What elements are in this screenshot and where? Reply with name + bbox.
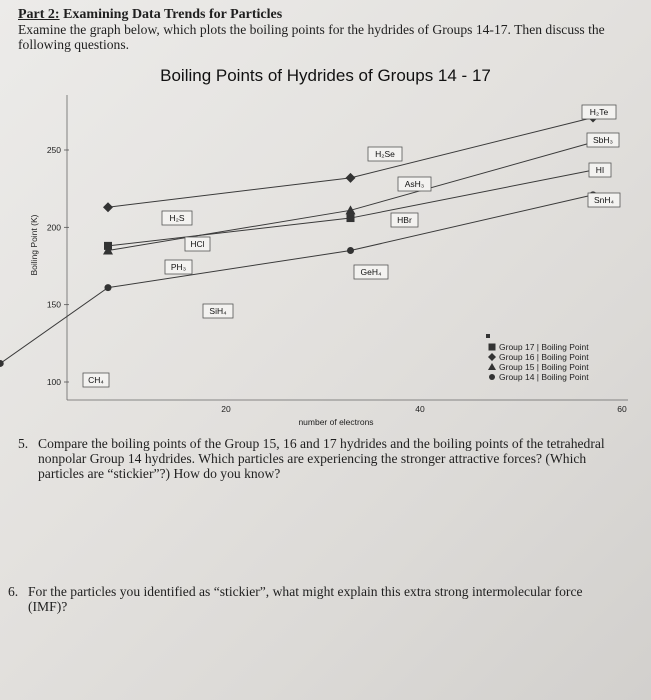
question-text: nonpolar Group 14 hydrides. Which particles are experiencing the stronger attractive forces? (Which <box>38 451 587 466</box>
legend-label: Group 17 | Boiling Point <box>499 342 589 352</box>
data-point-square <box>347 214 355 222</box>
part-label: Part 2: <box>18 7 60 22</box>
point-label: H₂Te <box>589 107 609 117</box>
series-line <box>0 195 593 364</box>
question-6 <box>8 584 628 614</box>
y-tick-label: 150 <box>46 299 61 310</box>
point-label: AsH₃ <box>404 179 425 189</box>
question-text: For the particles you identified as “stickier”, what might explain this extra strong intermolecular force <box>28 584 583 599</box>
legend-label: Group 15 | Boiling Point <box>499 362 589 372</box>
intro-text: Examine the graph below, which plots the boiling points for the hydrides of Groups 14-17. Then discuss the following questions. <box>18 22 605 52</box>
y-axis-title: Boiling Point (K) <box>29 214 39 276</box>
question-text: Compare the boiling points of the Group 15, 16 and 17 hydrides and the boiling points of the tetrahedral <box>38 436 605 451</box>
y-tick-label: 100 <box>46 377 61 387</box>
question-text: particles are “stickier”?) How do you know? <box>38 466 281 481</box>
point-label: HCl <box>190 239 205 249</box>
legend-marker <box>489 344 496 351</box>
series-line <box>108 142 593 250</box>
data-point-circle <box>105 284 112 291</box>
point-label: H₂S <box>169 213 185 223</box>
point-label: SiH₄ <box>209 306 227 316</box>
point-label: SbH₃ <box>593 135 613 145</box>
point-label: CH₄ <box>88 375 104 385</box>
point-label: HI <box>595 165 605 175</box>
point-label: GeH₄ <box>360 267 382 277</box>
point-label: HBr <box>397 215 412 225</box>
x-tick-label: 20 <box>221 404 231 414</box>
x-axis-title: number of electrons <box>298 417 374 427</box>
legend-label: Group 16 | Boiling Point <box>499 352 589 362</box>
y-tick-label: 250 <box>46 145 61 155</box>
legend-label: Group 14 | Boiling Point <box>499 372 589 382</box>
x-tick-label: 40 <box>415 404 425 414</box>
data-point-diamond <box>103 202 113 212</box>
question-text: (IMF)? <box>28 599 68 614</box>
part-title: Examining Data Trends for Particles <box>63 7 283 22</box>
y-tick-label: 200 <box>46 222 61 233</box>
x-tick-label: 60 <box>617 404 627 414</box>
legend-marker <box>488 353 496 361</box>
data-point-diamond <box>346 173 356 183</box>
point-label: PH₃ <box>170 262 187 272</box>
question-number: 6. <box>8 584 19 599</box>
chart-title: Boiling Points of Hydrides of Groups 14 - 17 <box>160 66 491 85</box>
legend-corner <box>486 334 490 338</box>
point-label: SnH₄ <box>593 195 615 205</box>
data-point-circle <box>347 247 354 254</box>
point-label: H₂Se <box>375 149 395 159</box>
legend-marker <box>489 374 495 380</box>
question-5 <box>18 436 628 481</box>
legend-marker <box>488 363 496 370</box>
question-number: 5. <box>18 436 29 451</box>
